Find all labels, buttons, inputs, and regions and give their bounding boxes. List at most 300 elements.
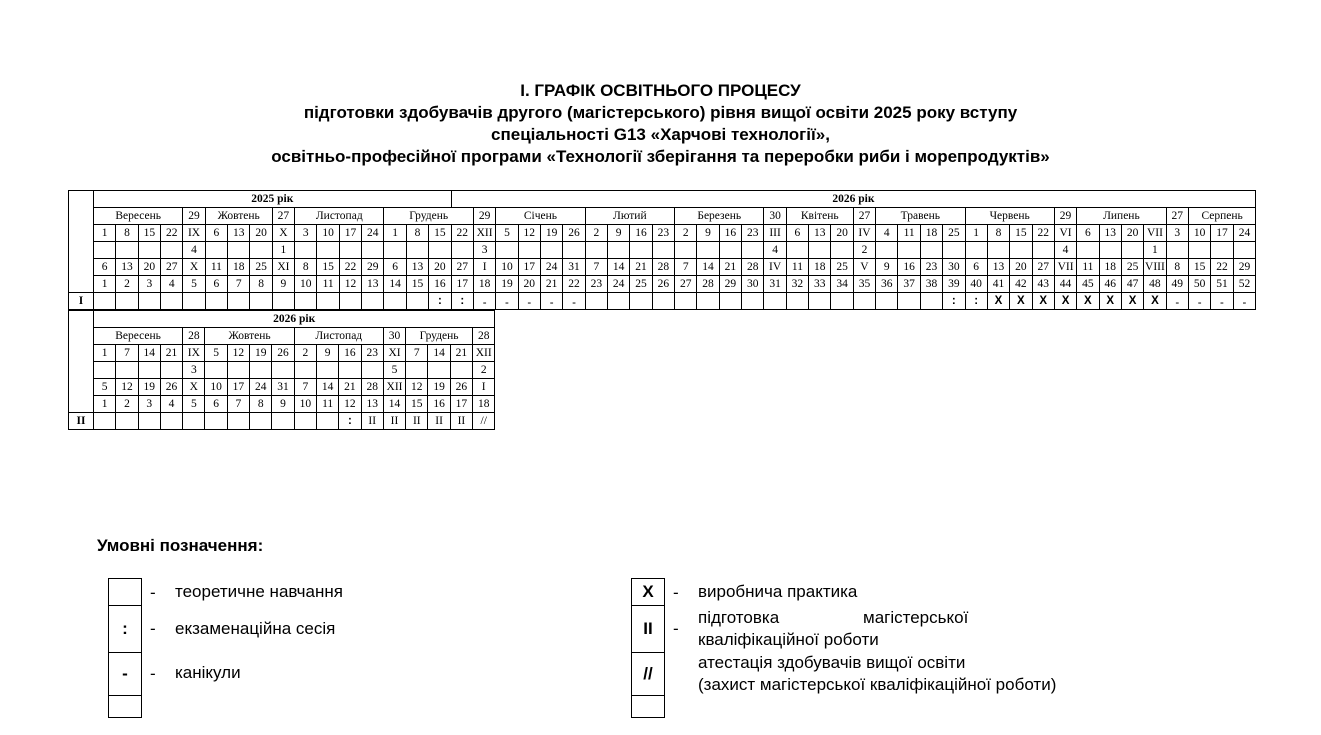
activity-cell bbox=[362, 293, 384, 310]
calendar-cell: 18 bbox=[809, 259, 831, 276]
calendar-cell: 27 bbox=[675, 276, 697, 293]
activity-cell: : bbox=[429, 293, 451, 310]
calendar-cell: 4 bbox=[160, 396, 182, 413]
legend-text-exam: екзаменаційна сесія bbox=[175, 619, 336, 638]
calendar-cell: 5 bbox=[205, 345, 227, 362]
title-line-3: спеціальності G13 «Харчові технології», bbox=[491, 125, 830, 144]
activity-cell: X bbox=[1144, 293, 1166, 310]
schedule-table-year-1 bbox=[68, 190, 1256, 310]
calendar-cell: 1 bbox=[94, 396, 116, 413]
calendar-cell bbox=[786, 242, 808, 259]
side-label-cell bbox=[69, 191, 94, 293]
activity-cell: ІІ bbox=[450, 413, 472, 430]
calendar-cell: 35 bbox=[853, 276, 875, 293]
calendar-cell: 9 bbox=[876, 259, 898, 276]
activity-cell: - bbox=[518, 293, 540, 310]
year-header: 2026 рік bbox=[451, 191, 1256, 208]
activity-cell bbox=[250, 293, 272, 310]
calendar-cell: 10 bbox=[294, 396, 316, 413]
month-cell: Березень bbox=[675, 208, 764, 225]
calendar-cell bbox=[876, 242, 898, 259]
calendar-cell: 16 bbox=[898, 259, 920, 276]
document-title bbox=[0, 80, 1321, 168]
calendar-cell bbox=[205, 242, 227, 259]
legend-dash: - bbox=[150, 619, 156, 638]
legend-text-thesis-prep-c: кваліфікаційної роботи bbox=[698, 630, 879, 649]
legend-text-attestation-b: (захист магістерської кваліфікаційної роботи) bbox=[698, 675, 1057, 694]
activity-cell: - bbox=[1211, 293, 1233, 310]
activity-cell: ІІ bbox=[406, 413, 428, 430]
calendar-cell bbox=[228, 242, 250, 259]
calendar-cell bbox=[1099, 242, 1121, 259]
calendar-cell: 19 bbox=[540, 225, 562, 242]
calendar-cell: 7 bbox=[294, 379, 316, 396]
calendar-cell: 19 bbox=[250, 345, 272, 362]
activity-row bbox=[69, 293, 1256, 310]
activity-cell bbox=[585, 293, 607, 310]
activity-cell bbox=[116, 413, 138, 430]
month-cell: Серпень bbox=[1188, 208, 1255, 225]
calendar-cell: XI bbox=[383, 345, 405, 362]
calendar-cell: 46 bbox=[1099, 276, 1121, 293]
calendar-cell: 21 bbox=[450, 345, 472, 362]
year-header: 2025 рік bbox=[94, 191, 452, 208]
calendar-cell bbox=[1188, 242, 1210, 259]
month-cell: Грудень bbox=[406, 328, 473, 345]
row-mid bbox=[69, 242, 1256, 259]
activity-cell bbox=[94, 413, 116, 430]
calendar-cell: 18 bbox=[1099, 259, 1121, 276]
calendar-cell: 16 bbox=[630, 225, 652, 242]
calendar-cell: 13 bbox=[809, 225, 831, 242]
calendar-cell: 22 bbox=[1032, 225, 1054, 242]
activity-cell: : bbox=[965, 293, 987, 310]
legend-dash: - bbox=[673, 583, 679, 602]
calendar-cell: 7 bbox=[675, 259, 697, 276]
month-cell: 30 bbox=[764, 208, 786, 225]
activity-cell bbox=[227, 413, 249, 430]
calendar-cell: XII bbox=[473, 345, 495, 362]
activity-cell bbox=[719, 293, 741, 310]
calendar-cell: 18 bbox=[473, 276, 495, 293]
calendar-cell: 36 bbox=[876, 276, 898, 293]
activity-cell: : bbox=[451, 293, 473, 310]
activity-cell: X bbox=[1077, 293, 1099, 310]
calendar-cell: 39 bbox=[943, 276, 965, 293]
calendar-cell: 13 bbox=[406, 259, 428, 276]
calendar-cell: 50 bbox=[1188, 276, 1210, 293]
calendar-cell: 9 bbox=[697, 225, 719, 242]
calendar-cell: 2 bbox=[585, 225, 607, 242]
calendar-cell bbox=[742, 242, 764, 259]
month-cell: Грудень bbox=[384, 208, 473, 225]
calendar-cell bbox=[138, 362, 160, 379]
legend-dash: - bbox=[673, 619, 679, 638]
month-cell: Квітень bbox=[786, 208, 853, 225]
calendar-cell: 14 bbox=[316, 379, 338, 396]
calendar-cell: 16 bbox=[719, 225, 741, 242]
calendar-cell: 18 bbox=[920, 225, 942, 242]
calendar-cell bbox=[1032, 242, 1054, 259]
activity-cell: ІІ bbox=[428, 413, 450, 430]
activity-cell: X bbox=[1054, 293, 1076, 310]
calendar-cell: 8 bbox=[1166, 259, 1188, 276]
calendar-cell: 13 bbox=[1099, 225, 1121, 242]
calendar-cell: 7 bbox=[585, 259, 607, 276]
month-row bbox=[69, 328, 495, 345]
calendar-cell: 20 bbox=[831, 225, 853, 242]
activity-cell: // bbox=[473, 413, 495, 430]
activity-cell bbox=[406, 293, 428, 310]
calendar-cell: I bbox=[473, 259, 495, 276]
calendar-cell: 10 bbox=[1188, 225, 1210, 242]
calendar-cell: 18 bbox=[473, 396, 495, 413]
calendar-cell: 2 bbox=[294, 345, 316, 362]
calendar-cell: 8 bbox=[250, 276, 272, 293]
calendar-cell: 27 bbox=[451, 259, 473, 276]
calendar-cell: 23 bbox=[742, 225, 764, 242]
month-row bbox=[69, 208, 1256, 225]
calendar-cell: 23 bbox=[652, 225, 674, 242]
calendar-cell: 3 bbox=[183, 362, 205, 379]
calendar-cell: 1 bbox=[1144, 242, 1166, 259]
activity-cell bbox=[652, 293, 674, 310]
calendar-cell bbox=[94, 242, 116, 259]
calendar-cell bbox=[987, 242, 1009, 259]
calendar-cell: 25 bbox=[1121, 259, 1143, 276]
activity-cell: : bbox=[339, 413, 361, 430]
calendar-cell: 20 bbox=[1121, 225, 1143, 242]
calendar-cell: 15 bbox=[138, 225, 160, 242]
calendar-cell: 27 bbox=[1032, 259, 1054, 276]
legend-text-attestation-a: атестація здобувачів вищої освіти bbox=[698, 653, 966, 672]
calendar-cell: 22 bbox=[563, 276, 585, 293]
calendar-cell bbox=[250, 362, 272, 379]
calendar-cell: 9 bbox=[316, 345, 338, 362]
calendar-cell: 10 bbox=[496, 259, 518, 276]
calendar-cell: 18 bbox=[228, 259, 250, 276]
calendar-cell: IV bbox=[764, 259, 786, 276]
activity-cell bbox=[116, 293, 138, 310]
calendar-cell bbox=[608, 242, 630, 259]
calendar-cell: I bbox=[473, 379, 495, 396]
calendar-cell: 15 bbox=[317, 259, 339, 276]
calendar-cell bbox=[563, 242, 585, 259]
calendar-cell: 1 bbox=[94, 276, 116, 293]
legend-empty-box bbox=[108, 695, 142, 718]
calendar-cell: 1 bbox=[965, 225, 987, 242]
calendar-cell: 12 bbox=[406, 379, 428, 396]
activity-row bbox=[69, 413, 495, 430]
calendar-cell: 29 bbox=[362, 259, 384, 276]
row-end bbox=[69, 379, 495, 396]
calendar-cell: 22 bbox=[451, 225, 473, 242]
activity-cell bbox=[183, 293, 205, 310]
calendar-cell: 6 bbox=[1077, 225, 1099, 242]
calendar-cell: 4 bbox=[161, 276, 183, 293]
month-cell: Липень bbox=[1077, 208, 1166, 225]
calendar-cell: 3 bbox=[138, 276, 160, 293]
legend-dash: - bbox=[150, 583, 156, 602]
calendar-cell: 19 bbox=[138, 379, 160, 396]
calendar-cell bbox=[719, 242, 741, 259]
calendar-cell bbox=[675, 242, 697, 259]
calendar-cell bbox=[943, 242, 965, 259]
month-cell: 29 bbox=[183, 208, 205, 225]
legend-symbol-practice: X bbox=[631, 578, 665, 606]
calendar-cell bbox=[809, 242, 831, 259]
activity-cell bbox=[853, 293, 875, 310]
calendar-cell: 26 bbox=[652, 276, 674, 293]
calendar-cell: 12 bbox=[518, 225, 540, 242]
calendar-cell: 11 bbox=[1077, 259, 1099, 276]
calendar-cell: 20 bbox=[250, 225, 272, 242]
activity-cell: X bbox=[1010, 293, 1032, 310]
calendar-cell: 12 bbox=[339, 276, 361, 293]
calendar-cell: 6 bbox=[94, 259, 116, 276]
calendar-cell bbox=[406, 242, 428, 259]
calendar-cell bbox=[339, 242, 361, 259]
legend-title: Умовні позначення: bbox=[97, 536, 264, 555]
calendar-cell: 11 bbox=[205, 259, 227, 276]
calendar-cell: 9 bbox=[272, 276, 294, 293]
calendar-cell: 1 bbox=[272, 242, 294, 259]
month-cell: 27 bbox=[1166, 208, 1188, 225]
month-cell: Червень bbox=[965, 208, 1054, 225]
calendar-cell: 7 bbox=[116, 345, 138, 362]
calendar-cell: 31 bbox=[764, 276, 786, 293]
calendar-cell: 13 bbox=[228, 225, 250, 242]
calendar-cell bbox=[1211, 242, 1233, 259]
calendar-cell: 14 bbox=[383, 396, 405, 413]
calendar-cell: III bbox=[764, 225, 786, 242]
calendar-cell: XII bbox=[473, 225, 495, 242]
activity-cell bbox=[697, 293, 719, 310]
calendar-cell bbox=[160, 362, 182, 379]
calendar-cell bbox=[428, 362, 450, 379]
activity-cell bbox=[339, 293, 361, 310]
year-header: 2026 рік bbox=[94, 311, 495, 328]
calendar-cell bbox=[384, 242, 406, 259]
calendar-cell: 25 bbox=[943, 225, 965, 242]
calendar-cell: 6 bbox=[205, 396, 227, 413]
activity-cell bbox=[384, 293, 406, 310]
calendar-cell: 12 bbox=[116, 379, 138, 396]
calendar-cell: 24 bbox=[540, 259, 562, 276]
calendar-cell bbox=[652, 242, 674, 259]
month-cell: Листопад bbox=[294, 328, 383, 345]
calendar-cell: 24 bbox=[608, 276, 630, 293]
calendar-cell: 9 bbox=[608, 225, 630, 242]
calendar-cell: IX bbox=[183, 345, 205, 362]
calendar-cell bbox=[317, 242, 339, 259]
row-weeks bbox=[69, 396, 495, 413]
activity-cell: X bbox=[1121, 293, 1143, 310]
calendar-cell: 43 bbox=[1032, 276, 1054, 293]
calendar-cell: 4 bbox=[1054, 242, 1076, 259]
calendar-cell: 5 bbox=[383, 362, 405, 379]
course-label: I bbox=[69, 293, 94, 310]
activity-cell: ІІ bbox=[361, 413, 383, 430]
activity-cell: - bbox=[1166, 293, 1188, 310]
calendar-cell: 14 bbox=[608, 259, 630, 276]
calendar-cell bbox=[94, 362, 116, 379]
activity-cell bbox=[764, 293, 786, 310]
calendar-cell: X bbox=[272, 225, 294, 242]
calendar-cell: 3 bbox=[1166, 225, 1188, 242]
activity-cell: ІІ bbox=[383, 413, 405, 430]
calendar-cell: 7 bbox=[227, 396, 249, 413]
month-cell: Вересень bbox=[94, 328, 183, 345]
calendar-cell: 2 bbox=[675, 225, 697, 242]
activity-cell bbox=[161, 293, 183, 310]
legend-text-thesis-prep-a: підготовка bbox=[698, 608, 780, 627]
calendar-cell: 37 bbox=[898, 276, 920, 293]
month-cell: Листопад bbox=[295, 208, 384, 225]
calendar-cell: 28 bbox=[742, 259, 764, 276]
legend-symbol-theory bbox=[108, 578, 142, 606]
calendar-cell: 11 bbox=[898, 225, 920, 242]
calendar-cell: 8 bbox=[295, 259, 317, 276]
activity-cell bbox=[228, 293, 250, 310]
calendar-cell bbox=[116, 242, 138, 259]
calendar-cell: 21 bbox=[630, 259, 652, 276]
calendar-cell bbox=[295, 242, 317, 259]
activity-cell bbox=[786, 293, 808, 310]
activity-cell bbox=[831, 293, 853, 310]
calendar-cell bbox=[920, 242, 942, 259]
activity-cell bbox=[205, 293, 227, 310]
calendar-cell: 1 bbox=[94, 345, 116, 362]
calendar-cell: 21 bbox=[160, 345, 182, 362]
title-line-4: освітньо-професійної програми «Технології зберігання та переробки риби і морепродуктів» bbox=[271, 147, 1050, 166]
activity-cell bbox=[138, 293, 160, 310]
activity-cell bbox=[205, 413, 227, 430]
calendar-cell bbox=[540, 242, 562, 259]
calendar-cell: 25 bbox=[831, 259, 853, 276]
activity-cell bbox=[294, 413, 316, 430]
activity-cell: X bbox=[1099, 293, 1121, 310]
calendar-cell bbox=[451, 242, 473, 259]
activity-cell bbox=[317, 293, 339, 310]
calendar-cell: 14 bbox=[384, 276, 406, 293]
activity-cell: - bbox=[563, 293, 585, 310]
legend-empty-box bbox=[631, 695, 665, 718]
calendar-cell bbox=[406, 362, 428, 379]
calendar-cell: 22 bbox=[1211, 259, 1233, 276]
calendar-cell bbox=[450, 362, 472, 379]
activity-cell bbox=[608, 293, 630, 310]
calendar-cell: 19 bbox=[428, 379, 450, 396]
calendar-cell: 10 bbox=[205, 379, 227, 396]
activity-cell bbox=[316, 413, 338, 430]
calendar-cell bbox=[294, 362, 316, 379]
calendar-cell: 28 bbox=[697, 276, 719, 293]
calendar-cell bbox=[898, 242, 920, 259]
calendar-cell: 29 bbox=[1233, 259, 1256, 276]
calendar-cell: 17 bbox=[518, 259, 540, 276]
calendar-cell: 6 bbox=[786, 225, 808, 242]
course-label: II bbox=[69, 413, 94, 430]
calendar-cell: 2 bbox=[853, 242, 875, 259]
calendar-cell: XI bbox=[272, 259, 294, 276]
calendar-cell: 28 bbox=[361, 379, 383, 396]
calendar-cell: 26 bbox=[563, 225, 585, 242]
calendar-cell bbox=[697, 242, 719, 259]
month-cell: Вересень bbox=[94, 208, 183, 225]
month-cell: 30 bbox=[383, 328, 405, 345]
calendar-cell bbox=[1233, 242, 1256, 259]
calendar-cell bbox=[116, 362, 138, 379]
calendar-cell bbox=[1166, 242, 1188, 259]
calendar-cell: 16 bbox=[428, 396, 450, 413]
activity-cell bbox=[94, 293, 116, 310]
calendar-cell: 17 bbox=[450, 396, 472, 413]
calendar-cell: 23 bbox=[585, 276, 607, 293]
activity-cell: - bbox=[473, 293, 495, 310]
calendar-cell: 20 bbox=[429, 259, 451, 276]
calendar-cell: 7 bbox=[228, 276, 250, 293]
calendar-cell: 4 bbox=[183, 242, 205, 259]
month-cell: Жовтень bbox=[205, 328, 294, 345]
calendar-cell: 32 bbox=[786, 276, 808, 293]
calendar-cell: 17 bbox=[227, 379, 249, 396]
calendar-cell: 14 bbox=[697, 259, 719, 276]
calendar-cell: 30 bbox=[943, 259, 965, 276]
calendar-cell: 21 bbox=[719, 259, 741, 276]
calendar-cell: 10 bbox=[317, 225, 339, 242]
calendar-cell bbox=[138, 242, 160, 259]
calendar-cell: 8 bbox=[406, 225, 428, 242]
calendar-cell: 29 bbox=[719, 276, 741, 293]
month-cell: Січень bbox=[496, 208, 585, 225]
calendar-cell: 21 bbox=[540, 276, 562, 293]
calendar-cell: 14 bbox=[428, 345, 450, 362]
row-weeks bbox=[69, 276, 1256, 293]
calendar-cell: 47 bbox=[1121, 276, 1143, 293]
calendar-cell: 44 bbox=[1054, 276, 1076, 293]
calendar-cell: 3 bbox=[138, 396, 160, 413]
calendar-cell: IV bbox=[853, 225, 875, 242]
calendar-cell: 4 bbox=[764, 242, 786, 259]
calendar-cell: 6 bbox=[965, 259, 987, 276]
calendar-cell: 8 bbox=[250, 396, 272, 413]
calendar-cell: 11 bbox=[317, 276, 339, 293]
calendar-cell: 5 bbox=[496, 225, 518, 242]
calendar-cell bbox=[316, 362, 338, 379]
calendar-cell: 24 bbox=[250, 379, 272, 396]
calendar-cell: 1 bbox=[94, 225, 116, 242]
row-start bbox=[69, 225, 1256, 242]
calendar-cell: 52 bbox=[1233, 276, 1256, 293]
calendar-cell: 20 bbox=[1010, 259, 1032, 276]
calendar-cell: 2 bbox=[116, 396, 138, 413]
calendar-cell: VII bbox=[1054, 259, 1076, 276]
calendar-cell: 20 bbox=[518, 276, 540, 293]
activity-cell bbox=[160, 413, 182, 430]
calendar-cell bbox=[1121, 242, 1143, 259]
calendar-cell: 24 bbox=[362, 225, 384, 242]
calendar-cell: 40 bbox=[965, 276, 987, 293]
calendar-cell: 20 bbox=[138, 259, 160, 276]
calendar-cell bbox=[250, 242, 272, 259]
calendar-cell: 11 bbox=[786, 259, 808, 276]
year-row bbox=[69, 311, 495, 328]
activity-cell bbox=[809, 293, 831, 310]
calendar-cell: 8 bbox=[987, 225, 1009, 242]
calendar-cell: 7 bbox=[406, 345, 428, 362]
activity-cell bbox=[898, 293, 920, 310]
